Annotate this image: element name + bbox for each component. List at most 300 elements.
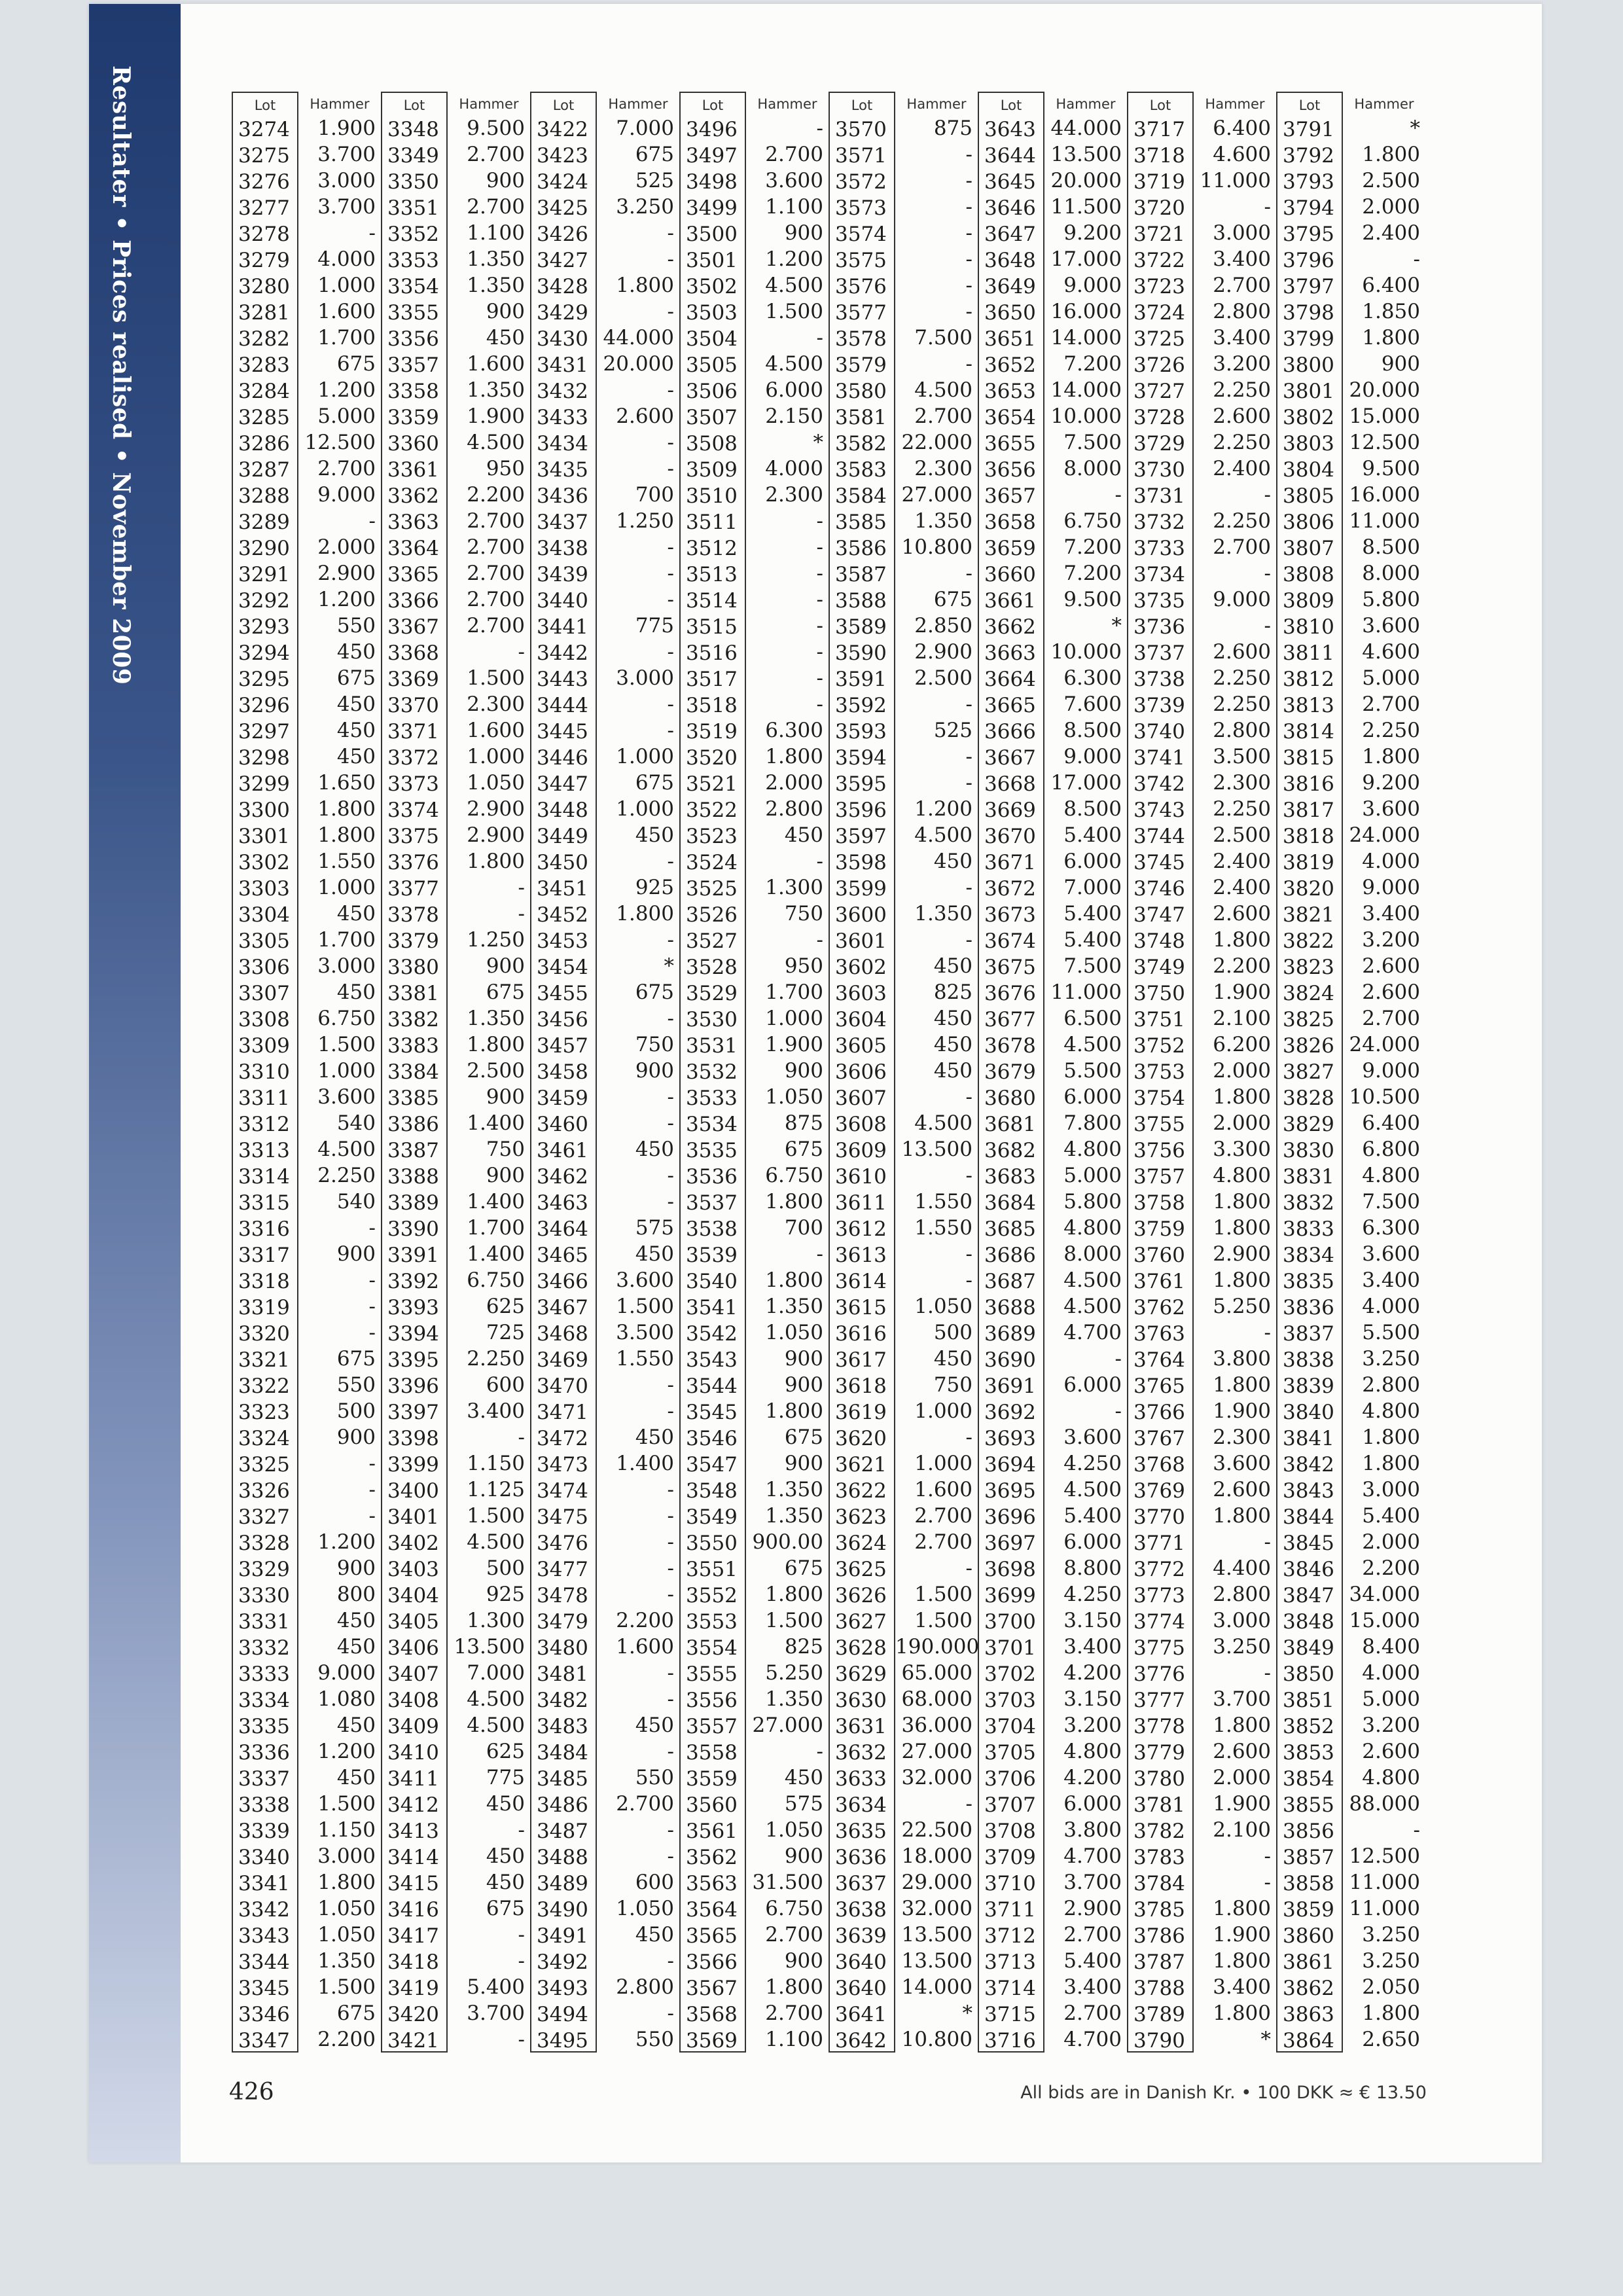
hammer-price: 2.700 bbox=[467, 509, 525, 533]
lot-number: 3392 bbox=[387, 1270, 439, 1293]
lot-number: 3281 bbox=[238, 301, 290, 325]
hammer-price: 4.800 bbox=[1362, 1399, 1420, 1423]
hammer-price: 775 bbox=[486, 1766, 525, 1789]
hammer-price: 14.000 bbox=[1050, 326, 1122, 350]
hammer-price: 900 bbox=[784, 1452, 823, 1475]
lot-number: 3847 bbox=[1283, 1584, 1334, 1607]
lot-number: 3373 bbox=[387, 772, 439, 796]
lot-number: 3282 bbox=[238, 327, 290, 351]
lot-number: 3635 bbox=[835, 1820, 887, 1843]
hammer-price: - bbox=[965, 352, 972, 376]
lot-number: 3453 bbox=[537, 929, 588, 953]
lot-number: 3493 bbox=[537, 1977, 588, 2000]
lot-number: 3408 bbox=[387, 1689, 439, 1712]
lot-number: 3521 bbox=[686, 772, 738, 796]
lot-number: 3694 bbox=[984, 1453, 1036, 1477]
lot-number: 3620 bbox=[835, 1427, 887, 1450]
lot-number: 3640 bbox=[835, 1950, 887, 1974]
hammer-price: 1.800 bbox=[765, 1583, 823, 1606]
hammer-price: 9.000 bbox=[1213, 588, 1271, 611]
lot-number: 3382 bbox=[387, 1008, 439, 1031]
lot-number: 3669 bbox=[984, 798, 1036, 822]
hammer-price: 450 bbox=[486, 1792, 525, 1816]
lot-number: 3279 bbox=[238, 249, 290, 272]
lot-number: 3305 bbox=[238, 929, 290, 953]
hammer-price: 2.250 bbox=[467, 1347, 525, 1371]
lot-number: 3485 bbox=[537, 1767, 588, 1791]
lot-number: 3562 bbox=[686, 1846, 738, 1869]
hammer-price: - bbox=[667, 1007, 674, 1030]
hammer-price: 34.000 bbox=[1349, 1583, 1420, 1606]
lot-number: 3448 bbox=[537, 798, 588, 822]
lot-header: Lot bbox=[1149, 98, 1171, 113]
page-number: 426 bbox=[229, 2079, 274, 2106]
hammer-price: - bbox=[816, 509, 823, 533]
lot-number: 3445 bbox=[537, 720, 588, 744]
lot-number: 3860 bbox=[1283, 1924, 1334, 1948]
lot-number: 3825 bbox=[1283, 1008, 1334, 1031]
lot-number: 3642 bbox=[835, 2029, 887, 2053]
hammer-price: 1.550 bbox=[616, 1347, 674, 1371]
lot-number: 3468 bbox=[537, 1322, 588, 1346]
lot-number: 3316 bbox=[238, 1217, 290, 1241]
hammer-price: 3.400 bbox=[1213, 247, 1271, 271]
lot-number: 3788 bbox=[1133, 1977, 1185, 2000]
lot-number: 3450 bbox=[537, 851, 588, 874]
lot-number: 3768 bbox=[1133, 1453, 1185, 1477]
lot-number: 3467 bbox=[537, 1296, 588, 1319]
hammer-header: Hammer bbox=[1354, 96, 1414, 112]
lot-number: 3339 bbox=[238, 1820, 290, 1843]
lot-number: 3754 bbox=[1133, 1086, 1185, 1110]
lot-number: 3723 bbox=[1133, 275, 1185, 298]
hammer-price: - bbox=[965, 562, 972, 585]
lot-number: 3423 bbox=[537, 144, 588, 168]
lot-number: 3379 bbox=[387, 929, 439, 953]
hammer-price: 1.700 bbox=[317, 928, 376, 952]
hammer-price: 1.400 bbox=[467, 1242, 525, 1266]
hammer-price: 9.200 bbox=[1362, 771, 1420, 795]
hammer-price: 4.700 bbox=[1063, 2028, 1122, 2051]
hammer-price: - bbox=[965, 1426, 972, 1449]
lot-number: 3709 bbox=[984, 1846, 1036, 1869]
hammer-price: 450 bbox=[635, 1426, 674, 1449]
hammer-price: - bbox=[368, 221, 376, 245]
lot-number: 3783 bbox=[1133, 1846, 1185, 1869]
hammer-price: 1.500 bbox=[765, 1609, 823, 1632]
hammer-price: 12.500 bbox=[304, 431, 376, 454]
lot-number: 3734 bbox=[1133, 563, 1185, 586]
lot-number: 3419 bbox=[387, 1977, 439, 2000]
hammer-price: 4.500 bbox=[914, 1111, 972, 1135]
lot-number: 3457 bbox=[537, 1034, 588, 1058]
hammer-price: - bbox=[1264, 1321, 1271, 1344]
hammer-price: 1.350 bbox=[467, 1007, 525, 1030]
lot-number: 3539 bbox=[686, 1244, 738, 1267]
hammer-price: 1.000 bbox=[467, 745, 525, 768]
hammer-price: 4.700 bbox=[1063, 1844, 1122, 1868]
lot-number: 3322 bbox=[238, 1374, 290, 1398]
lot-number: 3792 bbox=[1283, 144, 1334, 168]
lot-number: 3724 bbox=[1133, 301, 1185, 325]
hammer-price: 1.500 bbox=[467, 1504, 525, 1528]
hammer-price: 88.000 bbox=[1349, 1792, 1420, 1816]
lot-number: 3310 bbox=[238, 1060, 290, 1084]
hammer-price: 9.000 bbox=[1063, 274, 1122, 297]
lot-number: 3477 bbox=[537, 1558, 588, 1581]
lot-number: 3394 bbox=[387, 1322, 439, 1346]
hammer-price: 3.250 bbox=[616, 195, 674, 219]
lot-number: 3561 bbox=[686, 1820, 738, 1843]
lot-number: 3409 bbox=[387, 1715, 439, 1738]
hammer-price: 450 bbox=[486, 1871, 525, 1894]
hammer-price: 3.600 bbox=[616, 1268, 674, 1292]
hammer-price: - bbox=[816, 1740, 823, 1763]
hammer-price: 2.200 bbox=[467, 483, 525, 507]
lot-number: 3606 bbox=[835, 1060, 887, 1084]
hammer-price: - bbox=[667, 1818, 674, 1842]
lot-number: 3618 bbox=[835, 1374, 887, 1398]
lot-number: 3858 bbox=[1283, 1872, 1334, 1895]
lot-number: 3538 bbox=[686, 1217, 738, 1241]
lot-number: 3750 bbox=[1133, 982, 1185, 1005]
hammer-price: 1.500 bbox=[317, 1033, 376, 1056]
lot-number: 3748 bbox=[1133, 929, 1185, 953]
lot-number: 3495 bbox=[537, 2029, 588, 2053]
hammer-price: 2.200 bbox=[1213, 954, 1271, 978]
lot-number: 3530 bbox=[686, 1008, 738, 1031]
hammer-price: 3.000 bbox=[317, 1844, 376, 1868]
lot-number: 3376 bbox=[387, 851, 439, 874]
hammer-price: 900 bbox=[784, 1949, 823, 1973]
lot-number: 3387 bbox=[387, 1139, 439, 1162]
hammer-price: 2.100 bbox=[1213, 1818, 1271, 1842]
lot-number: 3744 bbox=[1133, 825, 1185, 848]
hammer-price: 600 bbox=[635, 1871, 674, 1894]
hammer-price: 1.200 bbox=[317, 378, 376, 402]
hammer-price: * bbox=[664, 954, 674, 978]
lot-number: 3428 bbox=[537, 275, 588, 298]
hammer-price: 1.800 bbox=[1362, 2001, 1420, 2025]
lot-number: 3654 bbox=[984, 406, 1036, 429]
lot-number: 3343 bbox=[238, 1924, 290, 1948]
lot-header: Lot bbox=[552, 98, 575, 113]
lot-number: 3569 bbox=[686, 2029, 738, 2053]
hammer-price: 2.300 bbox=[914, 457, 972, 480]
lot-number: 3309 bbox=[238, 1034, 290, 1058]
lot-number: 3328 bbox=[238, 1532, 290, 1555]
hammer-price: 6.300 bbox=[765, 719, 823, 742]
hammer-price: 11.000 bbox=[1349, 1897, 1420, 1920]
lot-number: 3347 bbox=[238, 2029, 290, 2053]
hammer-price: 2.000 bbox=[1362, 195, 1420, 219]
hammer-price: 675 bbox=[336, 666, 376, 690]
hammer-price: 6.000 bbox=[1063, 1792, 1122, 1816]
hammer-price: - bbox=[518, 1949, 525, 1973]
hammer-price: 8.000 bbox=[1063, 457, 1122, 480]
hammer-price: 2.250 bbox=[1213, 431, 1271, 454]
hammer-price: 11.000 bbox=[1050, 980, 1122, 1004]
lot-number: 3681 bbox=[984, 1113, 1036, 1136]
lot-number: 3675 bbox=[984, 956, 1036, 979]
hammer-price: 1.800 bbox=[616, 902, 674, 925]
lot-number: 3857 bbox=[1283, 1846, 1334, 1869]
lot-number: 3665 bbox=[984, 694, 1036, 717]
lot-number: 3422 bbox=[537, 118, 588, 141]
hammer-price: 2.150 bbox=[765, 404, 823, 428]
lot-number: 3564 bbox=[686, 1898, 738, 1922]
lot-number: 3758 bbox=[1133, 1191, 1185, 1215]
hammer-price: 2.000 bbox=[765, 771, 823, 795]
hammer-price: 1.200 bbox=[317, 1740, 376, 1763]
hammer-price: 2.250 bbox=[1213, 509, 1271, 533]
hammer-price: 450 bbox=[933, 850, 972, 873]
lot-number: 3601 bbox=[835, 929, 887, 953]
lot-number: 3615 bbox=[835, 1296, 887, 1319]
lot-number: 3540 bbox=[686, 1270, 738, 1293]
lot-number: 3584 bbox=[835, 484, 887, 508]
hammer-header: Hammer bbox=[459, 96, 519, 112]
lot-number: 3508 bbox=[686, 432, 738, 456]
lot-number: 3841 bbox=[1283, 1427, 1334, 1450]
lot-number: 3798 bbox=[1283, 301, 1334, 325]
hammer-price: 1.000 bbox=[765, 1007, 823, 1030]
lot-number: 3698 bbox=[984, 1558, 1036, 1581]
lot-number: 3621 bbox=[835, 1453, 887, 1477]
hammer-price: 1.250 bbox=[616, 509, 674, 533]
lot-number: 3575 bbox=[835, 249, 887, 272]
hammer-column bbox=[1194, 92, 1276, 2053]
lot-number: 3544 bbox=[686, 1374, 738, 1398]
hammer-price: 5.400 bbox=[1063, 1949, 1122, 1973]
lot-number: 3672 bbox=[984, 877, 1036, 901]
lot-number: 3420 bbox=[387, 2003, 439, 2026]
hammer-price: 450 bbox=[784, 1766, 823, 1789]
hammer-price: 450 bbox=[635, 823, 674, 847]
hammer-price: - bbox=[965, 692, 972, 716]
lot-number: 3668 bbox=[984, 772, 1036, 796]
hammer-price: 5.400 bbox=[1362, 1504, 1420, 1528]
hammer-price: 2.600 bbox=[1213, 902, 1271, 925]
hammer-price: 725 bbox=[486, 1321, 525, 1344]
hammer-price: 9.500 bbox=[1362, 457, 1420, 480]
hammer-price: 750 bbox=[784, 902, 823, 925]
hammer-price: 14.000 bbox=[1050, 378, 1122, 402]
lot-number: 3651 bbox=[984, 327, 1036, 351]
lot-number: 3829 bbox=[1283, 1113, 1334, 1136]
lot-number: 3301 bbox=[238, 825, 290, 848]
lot-number: 3503 bbox=[686, 301, 738, 325]
hammer-price: - bbox=[368, 1452, 376, 1475]
lot-number: 3397 bbox=[387, 1401, 439, 1424]
lot-number: 3417 bbox=[387, 1924, 439, 1948]
lot-number: 3781 bbox=[1133, 1793, 1185, 1817]
hammer-price: 7.000 bbox=[467, 1661, 525, 1685]
hammer-price: 450 bbox=[336, 692, 376, 716]
lot-number: 3481 bbox=[537, 1662, 588, 1686]
lot-number: 3802 bbox=[1283, 406, 1334, 429]
hammer-price: 1.400 bbox=[467, 1111, 525, 1135]
lot-number: 3708 bbox=[984, 1820, 1036, 1843]
lot-number: 3633 bbox=[835, 1767, 887, 1791]
hammer-price: 1.400 bbox=[616, 1452, 674, 1475]
lot-number: 3455 bbox=[537, 982, 588, 1005]
hammer-price: 9.000 bbox=[317, 1661, 376, 1685]
hammer-price: 3.000 bbox=[317, 954, 376, 978]
hammer-price: 3.000 bbox=[616, 666, 674, 690]
hammer-price: 10.500 bbox=[1349, 1085, 1420, 1109]
hammer-price: - bbox=[965, 771, 972, 795]
lot-number: 3805 bbox=[1283, 484, 1334, 508]
lot-number: 3676 bbox=[984, 982, 1036, 1005]
lot-number: 3760 bbox=[1133, 1244, 1185, 1267]
lot-number: 3649 bbox=[984, 275, 1036, 298]
lot-number: 3511 bbox=[686, 511, 738, 534]
hammer-price: - bbox=[1264, 1844, 1271, 1868]
lot-number: 3546 bbox=[686, 1427, 738, 1450]
hammer-price: 9.000 bbox=[1362, 876, 1420, 899]
hammer-price: 1.800 bbox=[1213, 1216, 1271, 1240]
lot-number: 3862 bbox=[1283, 1977, 1334, 2000]
hammer-price: 7.500 bbox=[914, 326, 972, 350]
lot-number: 3684 bbox=[984, 1191, 1036, 1215]
lot-number: 3469 bbox=[537, 1348, 588, 1372]
hammer-price: - bbox=[518, 1818, 525, 1842]
hammer-price: 1.000 bbox=[616, 797, 674, 821]
lot-number: 3834 bbox=[1283, 1244, 1334, 1267]
lot-number: 3517 bbox=[686, 668, 738, 691]
lot-number: 3852 bbox=[1283, 1715, 1334, 1738]
hammer-price: 2.900 bbox=[467, 823, 525, 847]
lot-number: 3830 bbox=[1283, 1139, 1334, 1162]
lot-number: 3570 bbox=[835, 118, 887, 141]
lot-number: 3295 bbox=[238, 668, 290, 691]
lot-number: 3753 bbox=[1133, 1060, 1185, 1084]
hammer-price: 8.400 bbox=[1362, 1635, 1420, 1659]
lot-number: 3415 bbox=[387, 1872, 439, 1895]
lot-number: 3512 bbox=[686, 537, 738, 560]
lot-number: 3483 bbox=[537, 1715, 588, 1738]
lot-number: 3427 bbox=[537, 249, 588, 272]
lot-number: 3831 bbox=[1283, 1165, 1334, 1189]
lot-number: 3704 bbox=[984, 1715, 1036, 1738]
lot-number: 3736 bbox=[1133, 615, 1185, 639]
hammer-price: 2.650 bbox=[1362, 2028, 1420, 2051]
hammer-price: 2.800 bbox=[1362, 1373, 1420, 1397]
hammer-price: 11.000 bbox=[1200, 169, 1271, 192]
hammer-price: 800 bbox=[336, 1583, 376, 1606]
hammer-price: 2.500 bbox=[1213, 823, 1271, 847]
lot-number: 3604 bbox=[835, 1008, 887, 1031]
lot-number: 3380 bbox=[387, 956, 439, 979]
hammer-price: 900 bbox=[635, 1059, 674, 1083]
lot-number: 3582 bbox=[835, 432, 887, 456]
hammer-price: 900.00 bbox=[752, 1530, 823, 1554]
hammer-price: 3.250 bbox=[1362, 1949, 1420, 1973]
lot-number: 3421 bbox=[387, 2029, 439, 2053]
hammer-price: 7.500 bbox=[1063, 954, 1122, 978]
lot-number: 3492 bbox=[537, 1950, 588, 1974]
lot-number: 3326 bbox=[238, 1479, 290, 1503]
hammer-price: 500 bbox=[933, 1321, 972, 1344]
lot-number: 3443 bbox=[537, 668, 588, 691]
hammer-price: 1.200 bbox=[914, 797, 972, 821]
lot-number: 3440 bbox=[537, 589, 588, 613]
lot-number: 3799 bbox=[1283, 327, 1334, 351]
lot-number: 3502 bbox=[686, 275, 738, 298]
hammer-price: * bbox=[1260, 2028, 1271, 2051]
lot-number: 3663 bbox=[984, 641, 1036, 665]
lot-number: 3435 bbox=[537, 458, 588, 482]
hammer-price: 1.600 bbox=[317, 300, 376, 323]
lot-column bbox=[381, 92, 448, 2053]
hammer-price: 1.800 bbox=[1362, 1452, 1420, 1475]
lot-number: 3336 bbox=[238, 1741, 290, 1765]
lot-number: 3357 bbox=[387, 353, 439, 377]
lot-number: 3729 bbox=[1133, 432, 1185, 456]
hammer-price: 4.500 bbox=[467, 1713, 525, 1737]
lot-column bbox=[978, 92, 1044, 2053]
lot-number: 3772 bbox=[1133, 1558, 1185, 1581]
hammer-price: 1.900 bbox=[1213, 1923, 1271, 1946]
hammer-price: 5.000 bbox=[1063, 1164, 1122, 1187]
lot-number: 3695 bbox=[984, 1479, 1036, 1503]
hammer-price: 4.800 bbox=[1063, 1216, 1122, 1240]
lot-number: 3414 bbox=[387, 1846, 439, 1869]
hammer-price: 450 bbox=[486, 326, 525, 350]
hammer-price: - bbox=[965, 247, 972, 271]
lot-number: 3460 bbox=[537, 1113, 588, 1136]
lot-number: 3444 bbox=[537, 694, 588, 717]
hammer-price: - bbox=[667, 562, 674, 585]
lot-number: 3449 bbox=[537, 825, 588, 848]
hammer-price: 27.000 bbox=[901, 1740, 972, 1763]
hammer-price: - bbox=[667, 300, 674, 323]
lot-number: 3666 bbox=[984, 720, 1036, 744]
lot-number: 3416 bbox=[387, 1898, 439, 1922]
hammer-price: - bbox=[1413, 1818, 1420, 1842]
lot-number: 3732 bbox=[1133, 511, 1185, 534]
hammer-price: 2.250 bbox=[1362, 719, 1420, 742]
hammer-price: 6.200 bbox=[1213, 1033, 1271, 1056]
hammer-price: 2.600 bbox=[1362, 954, 1420, 978]
hammer-price: 1.800 bbox=[1213, 1085, 1271, 1109]
hammer-price: 1.800 bbox=[765, 1268, 823, 1292]
hammer-price: 3.200 bbox=[1063, 1713, 1122, 1737]
lot-number: 3818 bbox=[1283, 825, 1334, 848]
lot-number: 3861 bbox=[1283, 1950, 1334, 1974]
lot-number: 3623 bbox=[835, 1505, 887, 1529]
hammer-price: 3.250 bbox=[1362, 1923, 1420, 1946]
lot-number: 3472 bbox=[537, 1427, 588, 1450]
lot-number: 3645 bbox=[984, 170, 1036, 194]
hammer-price: 1.150 bbox=[467, 1452, 525, 1475]
lot-number: 3520 bbox=[686, 746, 738, 770]
lot-number: 3648 bbox=[984, 249, 1036, 272]
hammer-price: 13.500 bbox=[454, 1635, 525, 1659]
hammer-price: 2.800 bbox=[1213, 1583, 1271, 1606]
hammer-price: 900 bbox=[336, 1242, 376, 1266]
lot-number: 3362 bbox=[387, 484, 439, 508]
lot-number: 3819 bbox=[1283, 851, 1334, 874]
hammer-price: 27.000 bbox=[901, 483, 972, 507]
hammer-price: 4.500 bbox=[914, 378, 972, 402]
lot-number: 3364 bbox=[387, 537, 439, 560]
lot-number: 3749 bbox=[1133, 956, 1185, 979]
lot-number: 3752 bbox=[1133, 1034, 1185, 1058]
lot-number: 3501 bbox=[686, 249, 738, 272]
lot-number: 3790 bbox=[1133, 2029, 1185, 2053]
